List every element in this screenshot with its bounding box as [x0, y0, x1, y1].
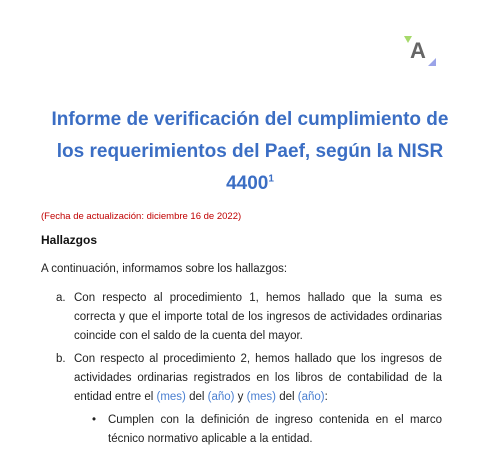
- list-item-text: [74, 350, 442, 407]
- title-number: 4400: [226, 173, 269, 194]
- brand-logo-icon: [402, 34, 438, 68]
- list-item-text: Con respecto al procedimiento 1, hemos hallado que la suma es correcta y que el importe total de los ingresos de actividades ordinarias coincide con el saldo de la cuenta del mayor.: [74, 292, 442, 342]
- bullet-marker: •: [92, 414, 97, 426]
- list-item: [56, 289, 442, 346]
- text-segment: del: [185, 391, 208, 403]
- placeholder-year: (año): [207, 391, 235, 403]
- title-line-1: Informe de verificación del cumplimiento de: [51, 109, 449, 130]
- findings-list: [56, 289, 442, 449]
- text-segment: del: [276, 391, 298, 403]
- bullet-text: Cumplen con la definición de ingreso contenida en el marco técnico normativo aplicable a la entidad.: [108, 414, 442, 445]
- list-item: [56, 350, 442, 407]
- list-marker: a.: [56, 292, 66, 304]
- text-segment: Con respecto al procedimiento 2, hemos hallado que los ingresos de actividades ordinarias registrados en los libros de contabilidad de la entidad entre el: [74, 353, 442, 403]
- footnote-ref[interactable]: 1: [268, 173, 274, 185]
- section-heading: Hallazgos: [41, 233, 98, 247]
- logo-purple-triangle: [428, 58, 436, 66]
- placeholder-month: (mes): [246, 391, 277, 403]
- logo-letter: A: [410, 38, 426, 63]
- intro-paragraph: A continuación, informamos sobre los hallazgos:: [41, 263, 288, 275]
- title-line-3: [40, 168, 460, 200]
- text-segment: :: [324, 391, 328, 403]
- title-line-2: los requerimientos del Paef, según la NISR: [56, 141, 444, 162]
- update-date: (Fecha de actualización: diciembre 16 de 2022): [41, 211, 242, 222]
- placeholder-year: (año): [297, 391, 325, 403]
- bullet-item: [92, 411, 442, 449]
- placeholder-month: (mes): [156, 391, 186, 403]
- text-segment: y: [234, 391, 247, 403]
- list-marker: b.: [56, 353, 66, 365]
- page-title: [40, 104, 460, 200]
